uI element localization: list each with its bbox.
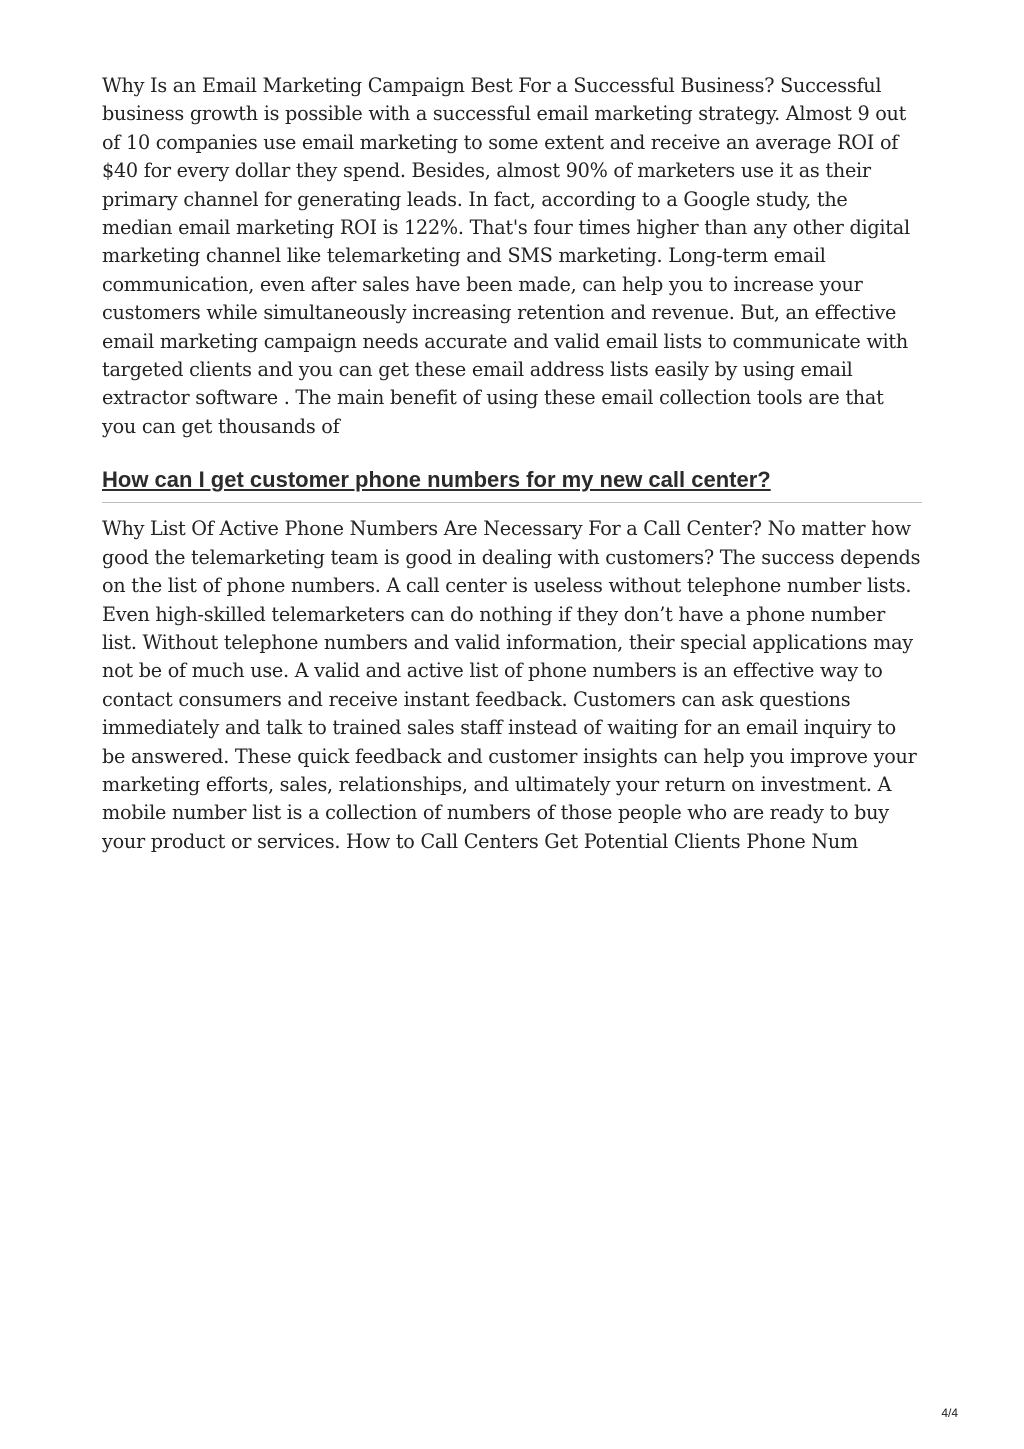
article-paragraph-phone-numbers: Why List Of Active Phone Numbers Are Necessary For a Call Center? No matter how good the telemarketing team is good in dealing with customers? The success depends on the list of phone numbers. A call center is useless without telephone number lists. Even high-skilled telemarketers can do nothing if they don’t have a phone number list. Without telephone numbers and valid information, their special applications may not be of much use. A valid and active list of phone numbers is an effective way to contact consumers and receive instant feedback. Customers can ask questions immediately and talk to trained sales staff instead of waiting for an email inquiry to be answered. These quick feedback and customer insights can help you improve your marketing efforts, sales, relationships, and ultimately your return on investment. A mobile number list is a collection of numbers of those people who are ready to buy your product or services. How to Call Centers Get Potential Clients Phone Num [102,517,921,853]
page-number: 4/4 [941,1406,958,1420]
article-paragraph-email-marketing: Why Is an Email Marketing Campaign Best For a Successful Business? Successful business growth is possible with a successful email marketing strategy. Almost 9 out of 10 companies use email marketing to some extent and receive an average ROI of $40 for every dollar they spend. Besides, almost 90% of marketers use it as their primary channel for generating leads. In fact, according to a Google study, the median email marketing ROI is 122%. That's four times higher than any other digital marketing channel like telemarketing and SMS marketing. Long-term email communication, even after sales have been made, can help you to increase your customers while simultaneously increasing retention and revenue. But, an effective email marketing campaign needs accurate and valid email lists to communicate with targeted clients and you can get these email address lists easily by using email extractor software . The main benefit of using these email collection tools are that you can get thousands of [102,74,910,438]
section-heading [102,466,922,503]
section-heading-link[interactable]: How can I get customer phone numbers for my new call center? [102,467,771,493]
document-page [102,72,922,856]
